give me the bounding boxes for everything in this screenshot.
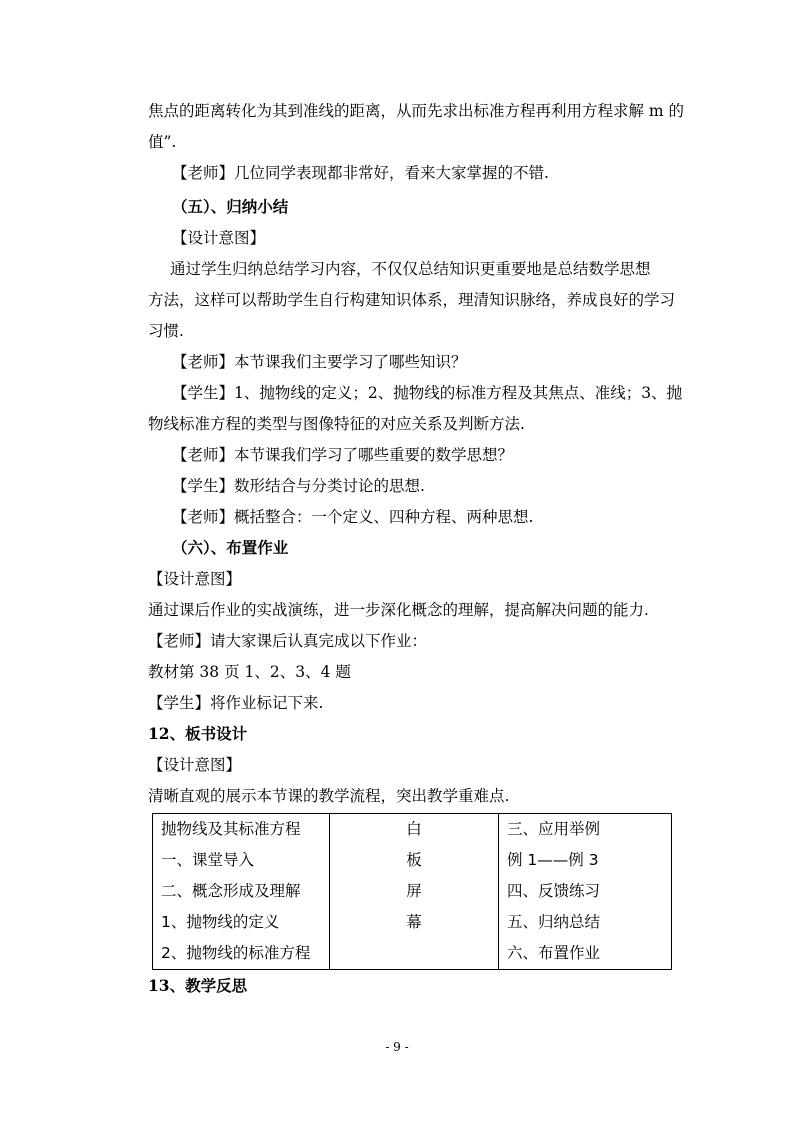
paragraph-line: 通过学生归纳总结学习内容，不仅仅总结知识更重要地是总结数学思想 [170, 260, 651, 278]
table-cell: 板 [406, 851, 422, 869]
paragraph-line: 【老师】几位同学表现都非常好，看来大家掌握的不错. [172, 164, 549, 182]
blackboard-design-table [152, 813, 672, 970]
table-cell: 一、课堂导入 [161, 851, 255, 869]
table-cell: 例 1——例 3 [507, 851, 599, 869]
paragraph-line: 物线标准方程的类型与图像特征的对应关系及判断方法. [148, 415, 525, 433]
paragraph-line: 【学生】1、抛物线的定义；2、抛物线的标准方程及其焦点、准线；3、抛 [172, 384, 683, 402]
paragraph-line: 【老师】请大家课后认真完成以下作业： [148, 632, 428, 650]
table-cell: 五、归纳总结 [507, 913, 601, 931]
paragraph-line: 【设计意图】 [172, 229, 266, 247]
paragraph-line: 【老师】本节课我们主要学习了哪些知识？ [172, 353, 467, 371]
paragraph-line: 值”. [148, 133, 177, 151]
table-cell: 2、抛物线的标准方程 [161, 944, 311, 962]
paragraph-line: 【老师】概括整合：一个定义、四种方程、两种思想. [172, 508, 534, 526]
paragraph-line: 教材第 38 页 1、2、3、4 题 [148, 663, 351, 681]
table-cell: 1、抛物线的定义 [161, 913, 280, 931]
table-cell: 三、应用举例 [507, 820, 601, 838]
table-column-right [499, 814, 672, 970]
paragraph-line: 清晰直观的展示本节课的教学流程，突出教学重难点. [148, 787, 510, 805]
table-cell: 抛物线及其标准方程 [161, 820, 301, 838]
section-heading: 12、板书设计 [148, 724, 248, 743]
table-cell: 幕 [406, 913, 422, 931]
paragraph-line: 【学生】将作业标记下来. [148, 694, 324, 712]
paragraph-line: 【学生】数形结合与分类讨论的思想. [172, 477, 425, 495]
page-number: - 9 - [385, 1040, 409, 1054]
table-cell: 屏 [406, 882, 422, 900]
section-heading: （六）、布置作业 [172, 538, 289, 557]
paragraph-line: 【设计意图】 [148, 756, 242, 774]
table-column-left [153, 814, 330, 970]
table-cell: 四、反馈练习 [507, 882, 601, 900]
paragraph-line: 习惯. [148, 322, 184, 340]
table-cell: 二、概念形成及理解 [161, 882, 301, 900]
table-column-middle [330, 814, 499, 970]
table-cell: 六、布置作业 [507, 944, 601, 962]
section-heading: 13、教学反思 [148, 976, 248, 995]
paragraph-line: 焦点的距离转化为其到准线的距离，从而先求出标准方程再利用方程求解 m 的 [148, 102, 685, 120]
paragraph-line: 【老师】本节课我们学习了哪些重要的数学思想？ [172, 446, 514, 464]
paragraph-line: 【设计意图】 [148, 570, 242, 588]
section-heading: （五）、归纳小结 [172, 197, 289, 216]
paragraph-line: 方法，这样可以帮助学生自行构建知识体系，理清知识脉络，养成良好的学习 [148, 291, 676, 309]
table-cell: 白 [406, 820, 422, 838]
paragraph-line: 通过课后作业的实战演练，进一步深化概念的理解，提高解决问题的能力. [148, 601, 649, 619]
